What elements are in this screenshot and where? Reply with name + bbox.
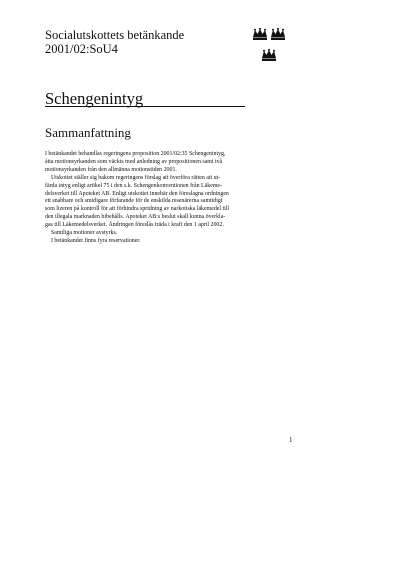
three-crowns-icon: [252, 28, 286, 64]
body-line: som lizeren på kontroll för att förhindra spridning av narkotiska läkemedel till: [45, 206, 230, 213]
body-line: Samtliga motioner avstyrks.: [51, 230, 118, 237]
body-line: I betänkandet behandlas regeringens proposition 2001/02:35 Schengenintyg,: [45, 151, 226, 157]
body-line: motionsyrkanden från den allmänna motionstiden 2001.: [45, 166, 177, 173]
report-header: [45, 28, 184, 56]
body-line: Utskottet ställer sig bakom regeringens förslag att överföra rätten att ut-: [51, 174, 221, 181]
body-line: gas till Läkemedelsverket. Ändringen föreslås träda i kraft den 1 april 2002.: [45, 222, 224, 229]
summary-text: [45, 151, 292, 246]
body-line: I betänkandet finns fyra reservationer.: [51, 237, 141, 244]
body-line: färda intyg enligt artikel 75 i den s.k. Schengenkonventionen från Läkeme-: [45, 182, 222, 189]
section-heading: Sammanfattning: [45, 125, 131, 140]
committee-name: Socialutskottets betänkande: [45, 28, 185, 42]
title-underline: [45, 106, 245, 107]
body-line: den illegala marknaden bibehålls. Apoteket AB:s beslut skall kunna överkla-: [45, 214, 226, 221]
report-number: 2001/02:SoU4: [45, 42, 118, 56]
page-number: 1: [289, 436, 293, 444]
document-title: Schengenintyg: [45, 89, 144, 108]
body-line: ett snabbare och smidigare förfarande för de enskilda resenärerna samtidigt: [45, 198, 223, 205]
body-line: åtta motionsyrkanden som väckts med anledning av propositionen samt två: [45, 158, 223, 165]
body-line: delsverket till Apoteket AB. Enligt utskottet innebär den föreslagna ordningen: [45, 190, 229, 197]
